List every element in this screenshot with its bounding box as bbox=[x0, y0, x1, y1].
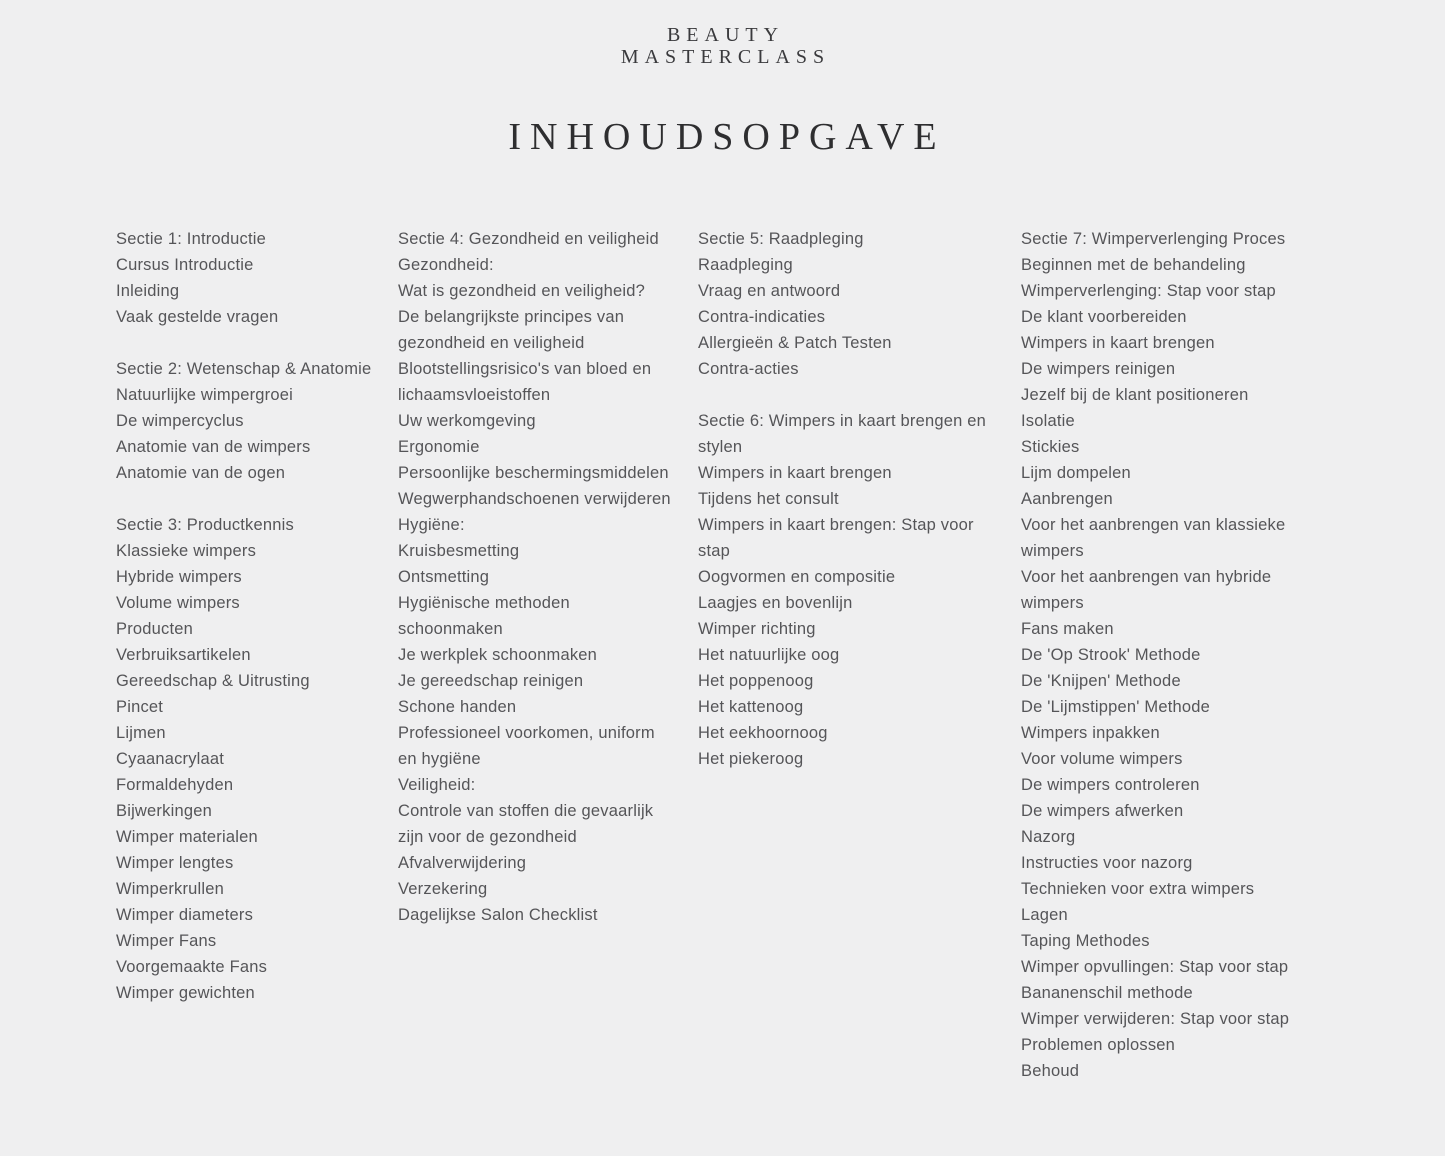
toc-entry: Wimper Fans bbox=[116, 932, 217, 950]
toc-entry: Afvalverwijdering bbox=[398, 854, 527, 872]
toc-entry: wimpers bbox=[1021, 594, 1084, 612]
toc-entry: Tijdens het consult bbox=[698, 490, 839, 508]
toc-entry: Cyaanacrylaat bbox=[116, 750, 225, 768]
toc-entry: Wimpers in kaart brengen: Stap voor bbox=[698, 516, 974, 534]
toc-section-heading: Sectie 5: Raadpleging bbox=[698, 230, 864, 248]
toc-entry: Producten bbox=[116, 620, 194, 638]
toc-entry: Pincet bbox=[116, 698, 164, 716]
brand-line-1: BEAUTY bbox=[666, 24, 785, 46]
toc-column-1 bbox=[116, 226, 371, 1006]
toc-entry: De wimpers reinigen bbox=[1021, 360, 1176, 378]
toc-entry: Het eekhoornoog bbox=[698, 724, 828, 742]
toc-entry: Professioneel voorkomen, uniform bbox=[398, 724, 655, 742]
toc-entry: Volume wimpers bbox=[116, 594, 240, 612]
toc-entry: Het natuurlijke oog bbox=[698, 646, 840, 664]
toc-entry: Instructies voor nazorg bbox=[1021, 854, 1193, 872]
toc-column-2 bbox=[398, 226, 671, 928]
toc-entry: zijn voor de gezondheid bbox=[398, 828, 577, 846]
section-gap bbox=[698, 382, 986, 408]
toc-column-4 bbox=[1021, 226, 1289, 1084]
toc-entry: Persoonlijke beschermingsmiddelen bbox=[398, 464, 669, 482]
section-gap bbox=[116, 330, 371, 356]
toc-entry: Allergieën & Patch Testen bbox=[698, 334, 892, 352]
toc-entry: Wimper materialen bbox=[116, 828, 258, 846]
toc-entry: Verzekering bbox=[398, 880, 488, 898]
toc-entry: Nazorg bbox=[1021, 828, 1076, 846]
toc-entry: Contra-indicaties bbox=[698, 308, 826, 326]
toc-entry: Gezondheid: bbox=[398, 256, 494, 274]
toc-section-heading: Sectie 2: Wetenschap & Anatomie bbox=[116, 360, 372, 378]
toc-entry: Raadpleging bbox=[698, 256, 793, 274]
toc-entry: Fans maken bbox=[1021, 620, 1114, 638]
toc-entry: Anatomie van de wimpers bbox=[116, 438, 311, 456]
toc-entry: Laagjes en bovenlijn bbox=[698, 594, 853, 612]
toc-entry: Hybride wimpers bbox=[116, 568, 242, 586]
brand-line-2: MASTERCLASS bbox=[620, 46, 831, 68]
toc-column-3 bbox=[698, 226, 986, 772]
toc-entry: Kruisbesmetting bbox=[398, 542, 520, 560]
toc-entry: Voor het aanbrengen van klassieke bbox=[1021, 516, 1286, 534]
toc-entry: Formaldehyden bbox=[116, 776, 234, 794]
toc-entry: Bijwerkingen bbox=[116, 802, 212, 820]
toc-entry: De 'Lijmstippen' Methode bbox=[1021, 698, 1211, 716]
toc-entry: Beginnen met de behandeling bbox=[1021, 256, 1246, 274]
toc-entry: Uw werkomgeving bbox=[398, 412, 536, 430]
toc-entry: Behoud bbox=[1021, 1062, 1080, 1080]
toc-entry: Wimper opvullingen: Stap voor stap bbox=[1021, 958, 1289, 976]
toc-entry: Hygiëne: bbox=[398, 516, 465, 534]
toc-entry: Je werkplek schoonmaken bbox=[398, 646, 598, 664]
toc-entry: Contra-acties bbox=[698, 360, 799, 378]
toc-entry: Wimpers inpakken bbox=[1021, 724, 1160, 742]
toc-entry: Dagelijkse Salon Checklist bbox=[398, 906, 598, 924]
toc-entry: Stickies bbox=[1021, 438, 1080, 456]
toc-entry: stap bbox=[698, 542, 730, 560]
toc-section-heading: Sectie 3: Productkennis bbox=[116, 516, 294, 534]
toc-entry: Vraag en antwoord bbox=[698, 282, 841, 300]
toc-entry: Voor volume wimpers bbox=[1021, 750, 1183, 768]
toc-entry: De belangrijkste principes van bbox=[398, 308, 625, 326]
toc-entry: Ergonomie bbox=[398, 438, 480, 456]
toc-entry: Voorgemaakte Fans bbox=[116, 958, 268, 976]
toc-entry: Isolatie bbox=[1021, 412, 1075, 430]
toc-entry: Wimper verwijderen: Stap voor stap bbox=[1021, 1010, 1290, 1028]
toc-entry: Lijmen bbox=[116, 724, 166, 742]
toc-entry: Hygiënische methoden bbox=[398, 594, 570, 612]
toc-entry: De klant voorbereiden bbox=[1021, 308, 1187, 326]
toc-entry: Het poppenoog bbox=[698, 672, 814, 690]
toc-entry: Ontsmetting bbox=[398, 568, 490, 586]
toc-entry: Gereedschap & Uitrusting bbox=[116, 672, 310, 690]
toc-entry: Het piekeroog bbox=[698, 750, 804, 768]
toc-entry: De 'Op Strook' Methode bbox=[1021, 646, 1201, 664]
toc-entry: Inleiding bbox=[116, 282, 180, 300]
toc-entry: Wegwerphandschoenen verwijderen bbox=[398, 490, 671, 508]
toc-entry: Cursus Introductie bbox=[116, 256, 254, 274]
toc-section-heading: Sectie 4: Gezondheid en veiligheid bbox=[398, 230, 659, 248]
toc-entry: Wat is gezondheid en veiligheid? bbox=[398, 282, 646, 300]
toc-entry: De wimpers afwerken bbox=[1021, 802, 1184, 820]
toc-entry: stylen bbox=[698, 438, 743, 456]
toc-entry: Het kattenoog bbox=[698, 698, 804, 716]
toc-entry: wimpers bbox=[1021, 542, 1084, 560]
toc-entry: Wimpers in kaart brengen bbox=[1021, 334, 1215, 352]
toc-section-heading: Sectie 6: Wimpers in kaart brengen en bbox=[698, 412, 987, 430]
toc-entry: Wimpers in kaart brengen bbox=[698, 464, 892, 482]
toc-entry: Wimper gewichten bbox=[116, 984, 255, 1002]
toc-entry: Schone handen bbox=[398, 698, 517, 716]
toc-entry: Wimperverlenging: Stap voor stap bbox=[1021, 282, 1276, 300]
toc-entry: schoonmaken bbox=[398, 620, 503, 638]
toc-entry: Wimper diameters bbox=[116, 906, 254, 924]
toc-entry: Wimper richting bbox=[698, 620, 816, 638]
toc-entry: Jezelf bij de klant positioneren bbox=[1021, 386, 1249, 404]
toc-entry: lichaamsvloeistoffen bbox=[398, 386, 551, 404]
toc-entry: Oogvormen en compositie bbox=[698, 568, 896, 586]
toc-entry: Verbruiksartikelen bbox=[116, 646, 251, 664]
toc-entry: Klassieke wimpers bbox=[116, 542, 257, 560]
toc-entry: Problemen oplossen bbox=[1021, 1036, 1176, 1054]
toc-entry: De wimpercyclus bbox=[116, 412, 244, 430]
toc-entry: Technieken voor extra wimpers bbox=[1021, 880, 1255, 898]
toc-entry: De wimpers controleren bbox=[1021, 776, 1200, 794]
brand-logo bbox=[0, 24, 1445, 68]
toc-entry: Taping Methodes bbox=[1021, 932, 1150, 950]
toc-entry: Anatomie van de ogen bbox=[116, 464, 286, 482]
toc-entry: Wimper lengtes bbox=[116, 854, 234, 872]
toc-entry: Natuurlijke wimpergroei bbox=[116, 386, 293, 404]
toc-entry: De 'Knijpen' Methode bbox=[1021, 672, 1181, 690]
toc-entry: Lijm dompelen bbox=[1021, 464, 1131, 482]
toc-section-heading: Sectie 1: Introductie bbox=[116, 230, 267, 248]
toc-entry: en hygiëne bbox=[398, 750, 481, 768]
toc-entry: Lagen bbox=[1021, 906, 1068, 924]
toc-section-heading: Sectie 7: Wimperverlenging Proces bbox=[1021, 230, 1286, 248]
toc-entry: gezondheid en veiligheid bbox=[398, 334, 585, 352]
toc-entry: Aanbrengen bbox=[1021, 490, 1113, 508]
page-title: INHOUDSOPGAVE bbox=[508, 116, 946, 158]
toc-entry: Controle van stoffen die gevaarlijk bbox=[398, 802, 654, 820]
toc-entry: Blootstellingsrisico's van bloed en bbox=[398, 360, 652, 378]
section-gap bbox=[116, 486, 371, 512]
toc-entry: Vaak gestelde vragen bbox=[116, 308, 279, 326]
toc-entry: Wimperkrullen bbox=[116, 880, 225, 898]
toc-entry: Voor het aanbrengen van hybride bbox=[1021, 568, 1272, 586]
toc-entry: Bananenschil methode bbox=[1021, 984, 1193, 1002]
toc-entry: Veiligheid: bbox=[398, 776, 476, 794]
toc-entry: Je gereedschap reinigen bbox=[398, 672, 584, 690]
